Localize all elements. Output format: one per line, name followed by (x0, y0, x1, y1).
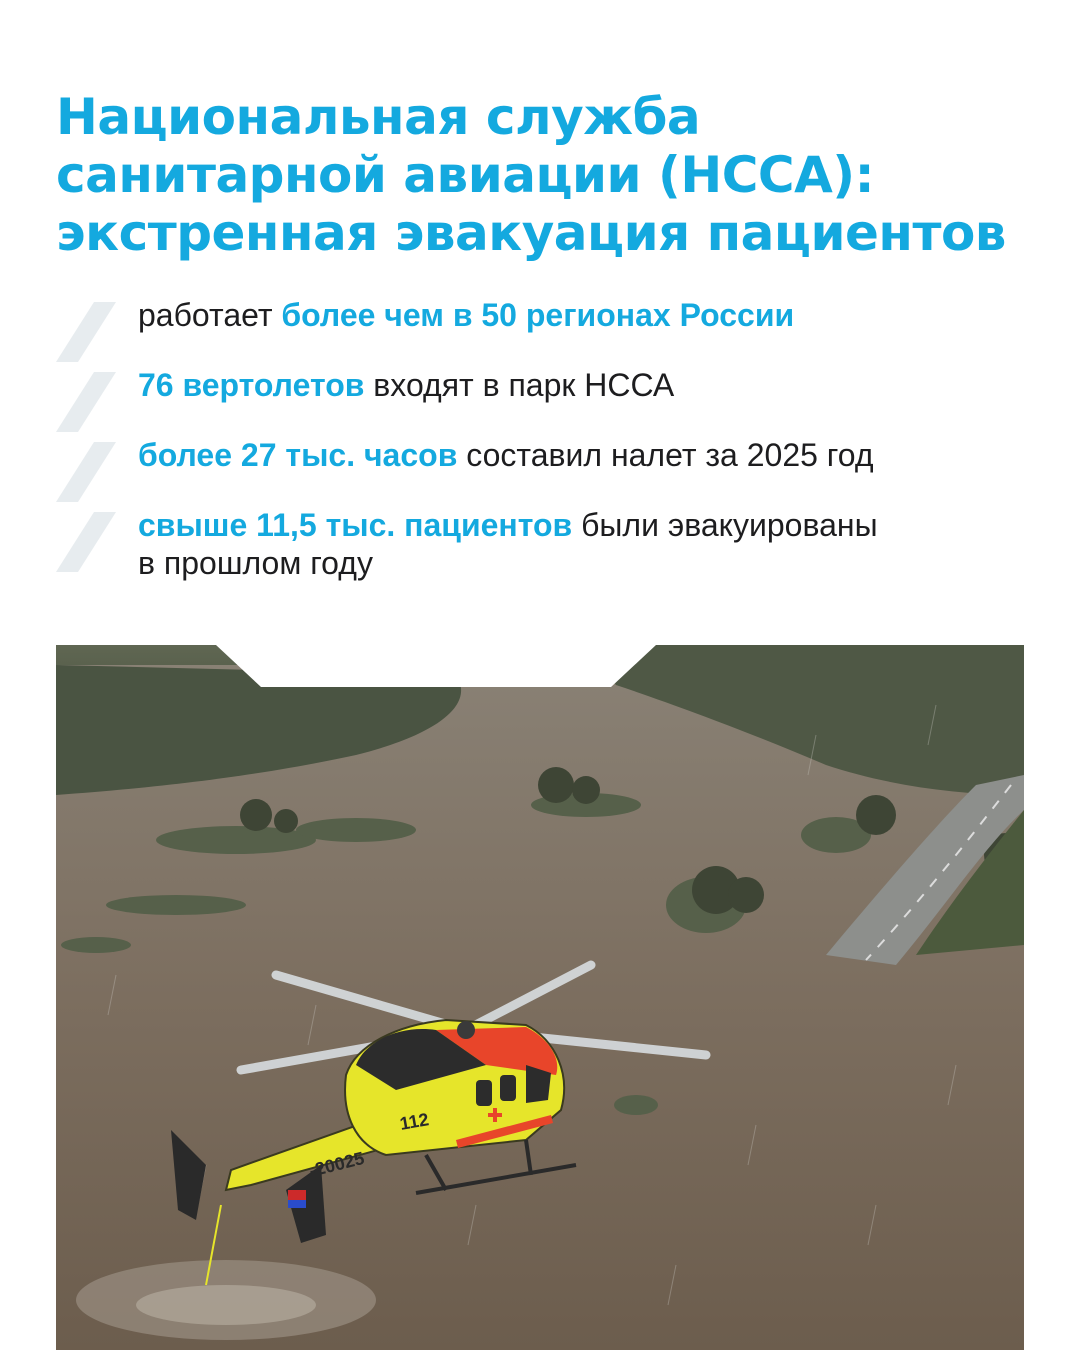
fact-text: были эвакуированы (572, 507, 878, 543)
fact-text: составил налет за 2025 год (457, 437, 874, 473)
title-line-2: санитарной авиации (НССА): (56, 146, 875, 204)
fact-item-regions (56, 296, 794, 334)
emergency-number: 112 (398, 1109, 431, 1134)
fact-highlight: более 27 тыс. часов (138, 437, 458, 473)
fact-highlight: более чем в 50 регионах России (281, 297, 795, 333)
fact-highlight: 76 вертолетов (138, 367, 365, 403)
helicopter-flood-photo (56, 645, 1024, 1350)
fact-item-helicopters (56, 366, 674, 404)
fact-text-line2: в прошлом году (138, 545, 373, 581)
fact-item-flight-hours (56, 436, 874, 474)
title-line-3: экстренная эвакуация пациентов (56, 204, 1006, 262)
photo-illustration (56, 645, 1024, 1350)
slash-bullet-icon (56, 372, 116, 432)
fact-text: входят в парк НССА (364, 367, 675, 403)
page-title (56, 88, 1056, 262)
slash-bullet-icon (56, 442, 116, 502)
slash-bullet-icon (56, 302, 116, 362)
fact-text: работает (138, 297, 282, 333)
slash-bullet-icon (56, 512, 116, 572)
fact-item-patients (56, 506, 878, 582)
tail-number: -20025 (307, 1147, 367, 1181)
title-line-1: Национальная служба (56, 88, 701, 146)
fact-highlight: свыше 11,5 тыс. пациентов (138, 507, 573, 543)
